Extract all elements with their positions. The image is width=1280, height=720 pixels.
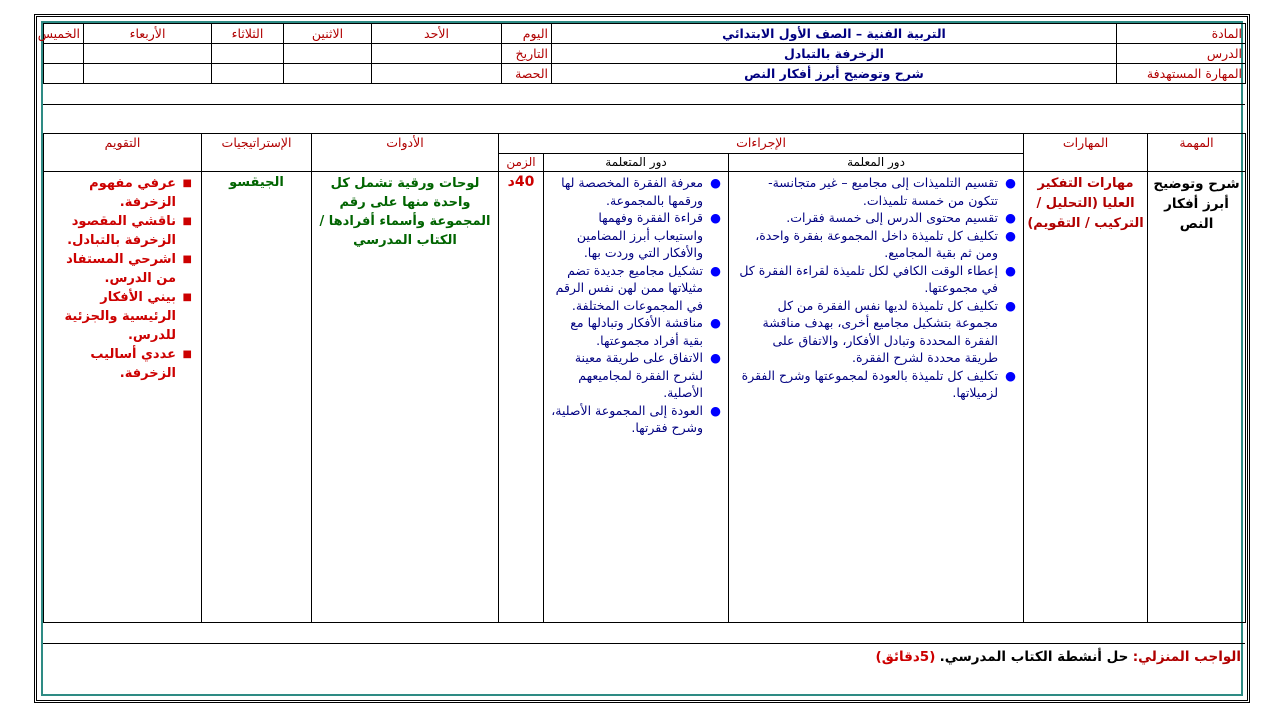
bullet-icon: ● xyxy=(710,402,722,418)
lesson-label: الدرس xyxy=(1117,44,1246,64)
period-cell xyxy=(372,64,502,84)
list-item: ● الاتفاق على طريقة معينة لشرح الفقرة لمجاميعهم الأصلية. xyxy=(574,350,722,400)
student-steps-list xyxy=(547,174,725,437)
list-item: ● تقسيم محتوى الدرس إلى خمسة فقرات. xyxy=(786,210,1017,225)
task-cell: شرح وتوضيح أبرز أفكار النص xyxy=(1148,172,1246,623)
bullet-icon: ● xyxy=(710,262,722,278)
list-item: ■ عرفي مفهوم الزخرفة. xyxy=(89,176,192,210)
date-cell xyxy=(372,44,502,64)
bullet-icon: ● xyxy=(710,315,722,330)
col-tools: الأدوات xyxy=(312,134,499,172)
bullet-icon: ● xyxy=(710,350,722,365)
lesson-plan-frame xyxy=(34,14,1250,703)
col-procedures: الإجراءات xyxy=(499,134,1024,154)
homework-row xyxy=(43,643,1245,669)
list-item: ● تشكيل مجاميع جديدة تضم مثيلاتها ممن لهن نفس الرقم في المجموعات المختلفة. xyxy=(555,262,722,313)
date-cell xyxy=(44,44,84,64)
separator-line xyxy=(43,104,1245,105)
day-label: اليوم xyxy=(502,24,552,44)
col-strategies: الإستراتيجيات xyxy=(202,134,312,172)
day-sunday: الأحد xyxy=(372,24,502,44)
col-task: المهمة xyxy=(1148,134,1246,172)
list-item: ● معرفة الفقرة المخصصة لها ورقمها بالمجموعة. xyxy=(561,175,722,208)
list-item: ● قراءة الفقرة وفهمها واستيعاب أبرز المضامين والأفكار التي وردت بها. xyxy=(576,210,722,260)
teacher-steps-cell xyxy=(729,172,1024,623)
bullet-icon: ● xyxy=(1005,210,1017,225)
square-bullet-icon: ■ xyxy=(182,178,192,189)
list-item: ■ بيني الأفكار الرئيسية والجزئية للدرس. xyxy=(64,290,192,343)
col-skills: المهارات xyxy=(1024,134,1148,172)
day-wednesday: الأربعاء xyxy=(84,24,212,44)
student-steps-cell xyxy=(544,172,729,623)
procedures-table xyxy=(43,133,1246,623)
day-tuesday: الثلاثاء xyxy=(212,24,284,44)
skill-label: المهارة المستهدفة xyxy=(1117,64,1246,84)
date-label: التاريخ xyxy=(502,44,552,64)
col-evaluation: التقويم xyxy=(44,134,202,172)
time-cell: 40د xyxy=(499,172,544,623)
list-item: ● مناقشة الأفكار وتبادلها مع بقية أفراد مجموعتها. xyxy=(570,315,722,348)
col-teacher-role: دور المعلمة xyxy=(729,154,1024,172)
period-cell xyxy=(84,64,212,84)
bullet-icon: ● xyxy=(1005,367,1017,383)
list-item: ■ اشرحي المستفاد من الدرس. xyxy=(66,252,192,286)
list-item: ● تكليف كل تلميذة بالعودة لمجموعتها وشرح الفقرة لزميلاتها. xyxy=(741,367,1017,400)
homework-text: حل أنشطة الكتاب المدرسي. xyxy=(939,649,1129,665)
period-cell xyxy=(284,64,372,84)
strategy-cell: الجيقسو xyxy=(202,172,312,623)
date-cell xyxy=(284,44,372,64)
bullet-icon: ● xyxy=(1005,297,1017,313)
day-thursday: الخميس xyxy=(44,24,84,44)
evaluation-cell xyxy=(44,172,202,623)
period-label: الحصة xyxy=(502,64,552,84)
lesson-plan-inner xyxy=(37,21,1243,696)
bullet-icon: ● xyxy=(1005,175,1017,190)
subject-value: التربية الفنية – الصف الأول الابتدائي xyxy=(552,24,1117,44)
list-item: ● تكليف كل تلميذة داخل المجموعة بفقرة واحدة، ومن ثم بقية المجاميع. xyxy=(755,227,1017,260)
teacher-steps-list xyxy=(732,174,1020,402)
bullet-icon: ● xyxy=(1005,262,1017,278)
list-item: ● تقسيم التلميذات إلى مجاميع – غير متجانسة- تتكون من خمسة تلميذات. xyxy=(768,175,1017,208)
square-bullet-icon: ■ xyxy=(182,216,192,227)
skill-value: شرح وتوضيح أبرز أفكار النص xyxy=(552,64,1117,84)
list-item: ● إعطاء الوقت الكافي لكل تلميذة لقراءة الفقرة كل في مجموعتها. xyxy=(739,262,1017,295)
square-bullet-icon: ■ xyxy=(182,349,192,360)
bullet-icon: ● xyxy=(710,175,722,190)
col-student-role: دور المتعلمة xyxy=(544,154,729,172)
period-cell xyxy=(44,64,84,84)
homework-label: الواجب المنزلي: xyxy=(1132,649,1241,665)
subject-label: المادة xyxy=(1117,24,1246,44)
period-cell xyxy=(212,64,284,84)
homework-time: (5دقائق) xyxy=(875,649,936,665)
evaluation-list xyxy=(47,174,198,383)
tools-cell: لوحات ورقية تشمل كل واحدة منها على رقم المجموعة وأسماء أفرادها / الكتاب المدرسي xyxy=(312,172,499,623)
list-item: ● تكليف كل تلميذة لديها نفس الفقرة من كل مجموعة بتشكيل مجاميع أخرى، بهدف مناقشة الفقرة المحددة وتبادل الأفكار، والاتفاق على طريقة محددة لشرح الفقرة. xyxy=(762,297,1017,365)
list-item: ■ ناقشي المقصود الزخرفة بالتبادل. xyxy=(67,214,192,248)
list-item: ■ عددي أساليب الزخرفة. xyxy=(90,347,192,381)
square-bullet-icon: ■ xyxy=(182,292,192,303)
col-time: الزمن xyxy=(499,154,544,172)
bullet-icon: ● xyxy=(710,210,722,225)
skills-cell: مهارات التفكير العليا (التحليل / التركيب / التقويم) xyxy=(1024,172,1148,623)
list-item: ● العودة إلى المجموعة الأصلية، وشرح فقرتها. xyxy=(551,402,722,435)
bullet-icon: ● xyxy=(1005,227,1017,243)
day-monday: الاثنين xyxy=(284,24,372,44)
square-bullet-icon: ■ xyxy=(182,254,192,265)
lesson-value: الزخرفة بالتبادل xyxy=(552,44,1117,64)
date-cell xyxy=(84,44,212,64)
date-cell xyxy=(212,44,284,64)
lesson-info-table xyxy=(37,23,1246,84)
